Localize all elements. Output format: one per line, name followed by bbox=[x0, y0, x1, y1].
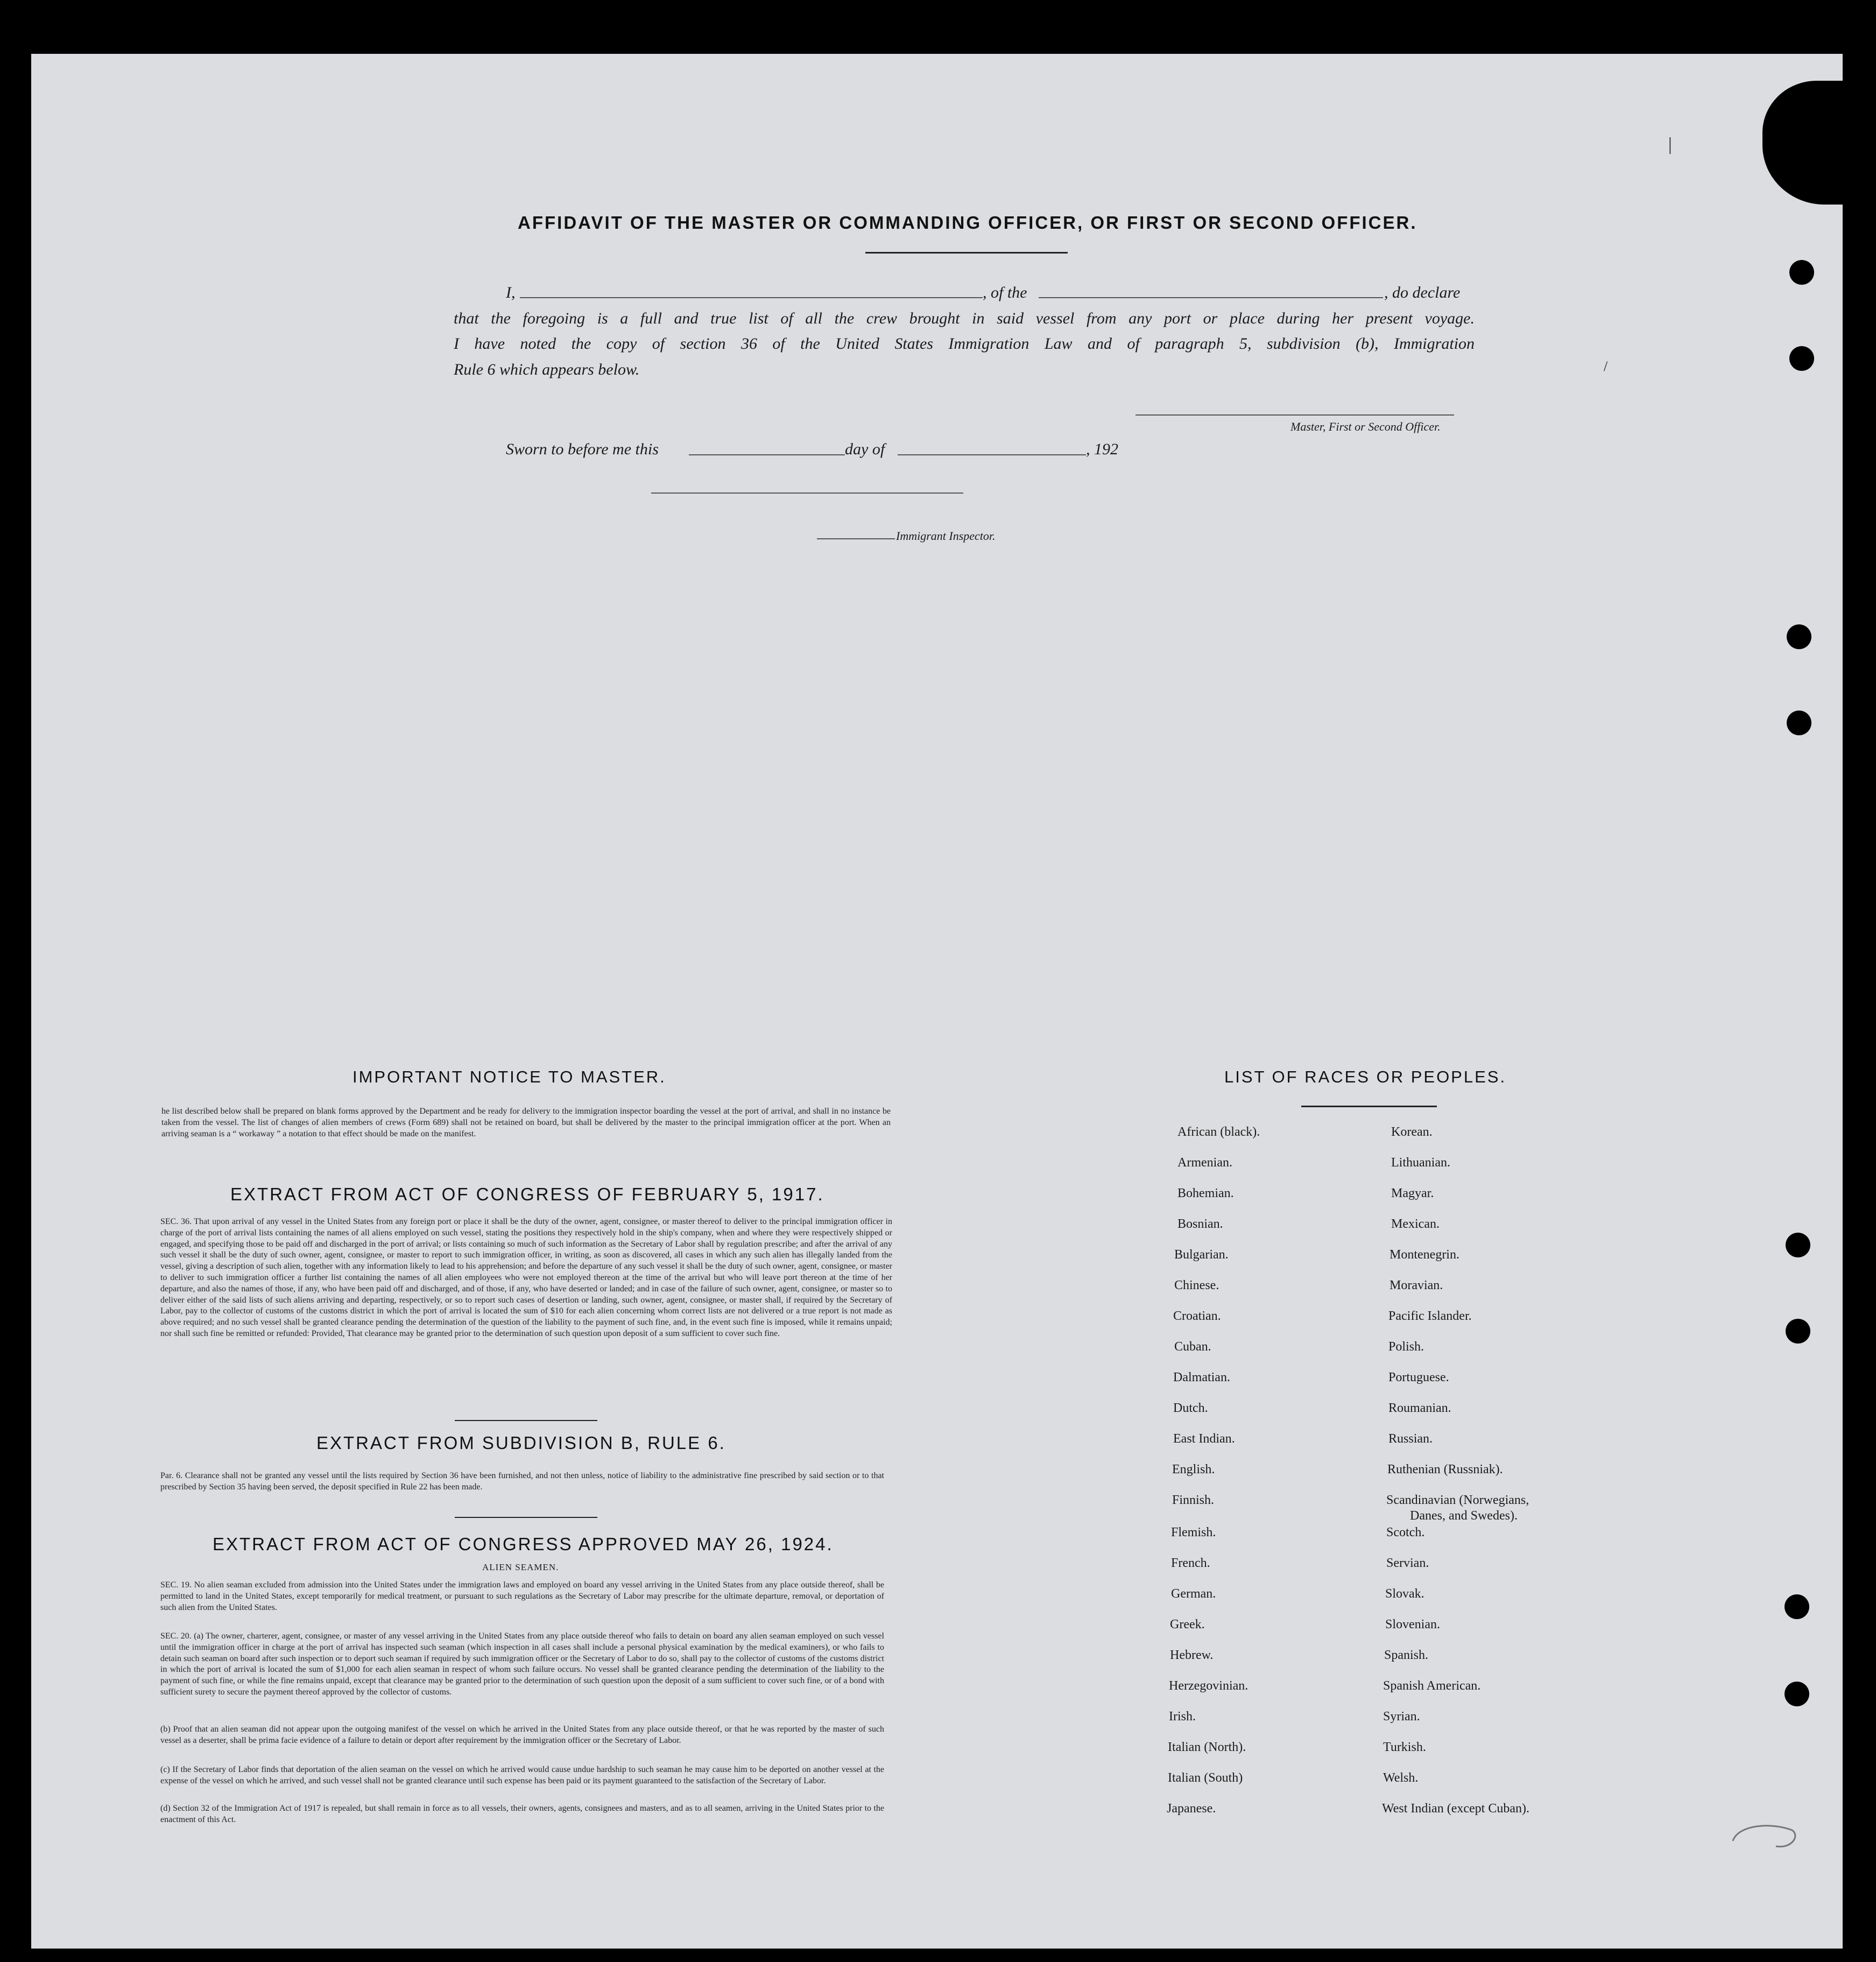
torn-corner bbox=[1762, 81, 1876, 205]
affidavit-line-3: I have noted the copy of section 36 of the United States Immigration Law and of paragraph 5, subdivision (b), Immigration bbox=[454, 335, 1475, 353]
race-item: Greek. bbox=[1170, 1618, 1205, 1632]
race-item: Herzegovinian. bbox=[1169, 1679, 1249, 1693]
extract-rule6-title: EXTRACT FROM SUBDIVISION B, RULE 6. bbox=[316, 1433, 726, 1453]
race-item: Armenian. bbox=[1177, 1156, 1232, 1170]
section-divider bbox=[455, 1420, 597, 1421]
race-item: English. bbox=[1172, 1462, 1215, 1476]
sworn-day-of: day of bbox=[845, 440, 885, 458]
race-item: Syrian. bbox=[1383, 1710, 1420, 1724]
extract-rule6-text: Par. 6. Clearance shall not be granted any vessel until the lists required by Section 36 have been furnished, and not then unless, notice of liability to the administrative fine prescribed by said section or to that prescribed by Section 35 having been served, the deposit specified in Rule 22 has been made. bbox=[160, 1471, 884, 1492]
extract-1924-sec20a: SEC. 20. (a) The owner, charterer, agent, consignee, or master of any vessel arriving in the United States from any place outside thereof who fails to detain on board any alien seaman employed on such vessel until the immigration officer in charge at the port of arrival has inspected such seaman (which inspection in all cases shall include a personal physical examination by the medical examiners), or who fails to detain such seaman on board after such inspection or to deport such seaman if required by such immigration officer or the Secretary of Labor to do so, shall pay to the collector of customs of the customs district in which the port of arrival is located the sum of $1,000 for each alien seaman in respect of whom such failure occurs. No vessel shall be granted clearance pending the determination of the liability to the payment of such fine, or while the fine remains unpaid, except that clearance may be granted prior to the determination of such question upon the deposit of a sum sufficient to cover such fine, or of a bond with sufficient surety to secure the payment thereof approved by the collector of customs. bbox=[160, 1632, 884, 1697]
race-item: German. bbox=[1171, 1587, 1216, 1601]
race-item: Russian. bbox=[1388, 1432, 1433, 1446]
inspector-signature-line[interactable] bbox=[651, 493, 963, 494]
sworn-year: , 192 bbox=[1086, 440, 1118, 458]
race-item: Bosnian. bbox=[1177, 1217, 1223, 1231]
race-item: Scandinavian (Norwegians, bbox=[1386, 1493, 1529, 1507]
race-item: Spanish American. bbox=[1383, 1679, 1481, 1693]
race-item: Croatian. bbox=[1173, 1309, 1221, 1323]
punch-hole bbox=[1789, 260, 1814, 285]
extract-1924-subtitle: ALIEN SEAMEN. bbox=[482, 1562, 559, 1572]
sworn-month-line[interactable] bbox=[898, 454, 1086, 455]
race-item: Italian (North). bbox=[1168, 1740, 1246, 1754]
race-item: Chinese. bbox=[1174, 1278, 1219, 1292]
signature-label: Master, First or Second Officer. bbox=[1290, 420, 1441, 433]
punch-hole bbox=[1786, 1319, 1810, 1344]
extract-1917-title: EXTRACT FROM ACT OF CONGRESS OF FEBRUARY 5, 1917. bbox=[230, 1184, 824, 1204]
name-blank-line[interactable] bbox=[520, 297, 983, 298]
race-item: Ruthenian (Russniak). bbox=[1387, 1462, 1503, 1476]
extract-1924-sec20d: (d) Section 32 of the Immigration Act of 1917 is repealed, but shall remain in force as to all vessels, their owners, agents, consignees and masters, and as to all seamen, arriving in the United States prior to the enactment of this Act. bbox=[160, 1804, 884, 1824]
race-item: Montenegrin. bbox=[1390, 1248, 1459, 1262]
inspector-label: Immigrant Inspector. bbox=[896, 529, 996, 543]
race-item: Hebrew. bbox=[1170, 1648, 1214, 1662]
race-item: Finnish. bbox=[1172, 1493, 1215, 1507]
sworn-label: Sworn to before me this bbox=[506, 440, 659, 458]
race-item: West Indian (except Cuban). bbox=[1382, 1802, 1529, 1816]
race-item: Mexican. bbox=[1391, 1217, 1440, 1231]
race-item: East Indian. bbox=[1173, 1432, 1235, 1446]
race-item: Irish. bbox=[1169, 1710, 1196, 1724]
race-item: Spanish. bbox=[1384, 1648, 1429, 1662]
race-item: Portuguese. bbox=[1388, 1370, 1449, 1384]
affidavit-line-2: that the foregoing is a full and true list of all the crew brought in said vessel from any port or place during her present voyage. bbox=[454, 310, 1475, 327]
race-item-continuation: Danes, and Swedes). bbox=[1410, 1509, 1518, 1523]
stray-mark: | bbox=[1668, 135, 1672, 154]
punch-hole bbox=[1785, 1682, 1809, 1706]
race-item: Korean. bbox=[1391, 1125, 1433, 1139]
inspector-short-line bbox=[817, 538, 895, 539]
race-item: Polish. bbox=[1388, 1340, 1424, 1354]
affidavit-of-the: , of the bbox=[983, 284, 1027, 301]
race-item: Pacific Islander. bbox=[1388, 1309, 1472, 1323]
race-item: Lithuanian. bbox=[1391, 1156, 1450, 1170]
race-item: Bulgarian. bbox=[1174, 1248, 1229, 1262]
sworn-day-line[interactable] bbox=[689, 454, 845, 455]
race-item: Welsh. bbox=[1383, 1771, 1419, 1785]
race-item: French. bbox=[1171, 1556, 1210, 1570]
race-item: Flemish. bbox=[1171, 1525, 1216, 1539]
affidavit-title: AFFIDAVIT OF THE MASTER OR COMMANDING OFFICER, OR FIRST OR SECOND OFFICER. bbox=[518, 213, 1417, 233]
race-item: Servian. bbox=[1386, 1556, 1429, 1570]
affidavit-do-declare: , do declare bbox=[1384, 284, 1461, 301]
stray-mark: / bbox=[1604, 358, 1608, 374]
extract-1924-sec20b: (b) Proof that an alien seaman did not appear upon the outgoing manifest of the vessel on which he arrived in the United States from any place outside thereof, or that he was reported by the master of such vessel as a deserter, shall be prima facie evidence of a failure to detain or deport after requirement by the immigration officer or the Secretary of Labor. bbox=[160, 1725, 884, 1745]
race-item: Slovak. bbox=[1385, 1587, 1424, 1601]
race-item: Dalmatian. bbox=[1173, 1370, 1230, 1384]
race-item: Cuban. bbox=[1174, 1340, 1211, 1354]
race-item: Magyar. bbox=[1391, 1186, 1434, 1200]
races-underline bbox=[1301, 1106, 1437, 1107]
punch-hole bbox=[1787, 711, 1811, 735]
extract-1924-sec20c: (c) If the Secretary of Labor finds that deportation of the alien seaman on the vessel on which he arrived would cause undue hardship to such seaman he may cause him to be deported on another vessel at the expense of the vessel on which he arrived, and such vessel shall not be granted clearance until such expense has been paid or its payment guaranteed to the satisfaction of the Secretary of Labor. bbox=[160, 1765, 884, 1785]
vessel-blank-line[interactable] bbox=[1039, 297, 1383, 298]
race-item: Slovenian. bbox=[1385, 1618, 1440, 1632]
affidavit-i-label: I, bbox=[506, 284, 516, 301]
punch-hole bbox=[1789, 346, 1814, 371]
pencil-scribble bbox=[1727, 1819, 1803, 1857]
race-item: Roumanian. bbox=[1388, 1401, 1451, 1415]
extract-1924-title: EXTRACT FROM ACT OF CONGRESS APPROVED MAY 26, 1924. bbox=[213, 1534, 834, 1554]
notice-title: IMPORTANT NOTICE TO MASTER. bbox=[352, 1067, 666, 1086]
race-item: Italian (South) bbox=[1168, 1771, 1243, 1785]
race-item: Dutch. bbox=[1173, 1401, 1208, 1415]
punch-hole bbox=[1785, 1594, 1809, 1619]
race-item: Bohemian. bbox=[1177, 1186, 1234, 1200]
extract-1924-sec19: SEC. 19. No alien seaman excluded from admission into the United States under the immigration laws and employed on board any vessel arriving in the United States from any place outside thereof, shall be permitted to land in the United States, except temporarily for medical treatment, or pursuant to such regulations as the Secretary of Labor may prescribe for the ultimate departure, removal, or deportation of such alien from the United States. bbox=[160, 1580, 884, 1612]
races-title: LIST OF RACES OR PEOPLES. bbox=[1224, 1067, 1507, 1086]
race-item: Moravian. bbox=[1390, 1278, 1443, 1292]
punch-hole bbox=[1787, 624, 1811, 649]
race-item: Turkish. bbox=[1383, 1740, 1426, 1754]
signature-line[interactable] bbox=[1136, 414, 1454, 416]
notice-text: he list described below shall be prepared on blank forms approved by the Department and be ready for delivery to the immigration inspector boarding the vessel at the port of arrival, and shall in no instance be taken from the vessel. The list of changes of alien members of crews (Form 689) shall not be retained on board, but shall be delivered by the master to the principal immigration officer at the port. When an arriving seaman is a “ workaway ” a notation to that effect should be made on the manifest. bbox=[161, 1107, 891, 1138]
title-underline bbox=[865, 252, 1068, 254]
race-item: Scotch. bbox=[1386, 1525, 1425, 1539]
section-divider bbox=[455, 1517, 597, 1518]
race-item: African (black). bbox=[1177, 1125, 1260, 1139]
race-item: Japanese. bbox=[1167, 1802, 1216, 1816]
extract-1917-text: SEC. 36. That upon arrival of any vessel in the United States from any foreign port or place it shall be the duty of the owner, agent, consignee, or master thereof to deliver to the principal immigration officer in charge of the port of arrival lists containing the names of all aliens employed on such vessel, stating the positions they respectively hold in the ship's company, when and where they were respectively shipped or engaged, and specifying those to be paid off and discharged in the port of arrival; or lists containing so much of such information as the Secretary of Labor shall by regulation prescribe; and after the arrival of any such vessel it shall be the duty of such owner, agent, consignee, or master to report to such immigration officer, in writing, as soon as discovered, all cases in which any such alien has illegally landed from the vessel, giving a description of such alien, together with any information likely to lead to his apprehension; and before the departure of any such vessel it shall be the duty of such owner, agent, consignee, or master to deliver to such immigration officer a further list containing the names of all alien employees who were not employed thereon at the time of the arrival but who will leave port thereon at the time of her departure, and also the names of those, if any, who have been paid off and discharged, and of those, if any, who have deserted or landed; and in case of the failure of such owner, agent, consignee, or master so to deliver either of the said lists of such aliens arriving and departing, respectively, or so to report such cases of desertion or landing, such owner, agent, consignee, or master shall, if required by the Secretary of Labor, pay to the collector of customs of the customs district in which the port of arrival is located the sum of $10 for each alien concerning whom correct lists are not delivered or a true report is not made as above required; and no such vessel shall be granted clearance pending the determination of the question of the liability to the payment of such fine, and, in the event such fine is imposed, while it remains unpaid; nor shall such fine be remitted or refunded: Provided, That clearance may be granted prior to the determination of such question upon deposit of a sum sufficient to cover such fine. bbox=[160, 1217, 892, 1338]
affidavit-line-4: Rule 6 which appears below. bbox=[454, 361, 640, 378]
punch-hole bbox=[1786, 1233, 1810, 1257]
